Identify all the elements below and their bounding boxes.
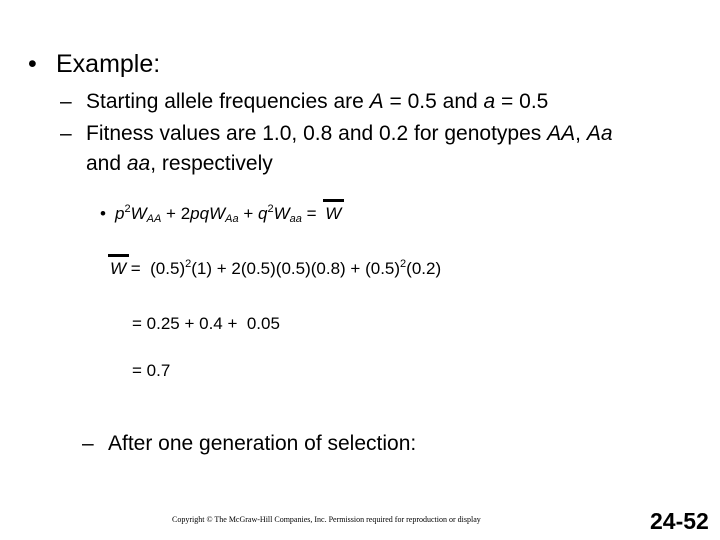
eq1-pq: pq bbox=[190, 204, 210, 223]
calculation-result: = 0.7 bbox=[132, 361, 171, 380]
calculation-step-sum: = 0.25 + 0.4 + 0.05 bbox=[132, 314, 280, 333]
sub-bullet-fitness-values bbox=[60, 122, 613, 146]
sub2-text: Fitness values are 1.0, 0.8 and 0.2 for genotypes bbox=[86, 122, 548, 145]
eq1-sq: 2 bbox=[124, 203, 131, 215]
mean-fitness-calculation bbox=[110, 259, 441, 279]
allele-a: a bbox=[483, 90, 496, 113]
sub3-text: After one generation of selection: bbox=[108, 432, 417, 455]
sub2-line2-suffix: , respectively bbox=[150, 152, 273, 175]
dash-glyph: – bbox=[60, 122, 72, 145]
sub-bullet-allele-frequencies bbox=[60, 90, 548, 114]
slide-number: 24-52 bbox=[650, 508, 709, 534]
eq1-sub-AA: AA bbox=[146, 213, 162, 225]
main-bullet-text: Example: bbox=[56, 50, 161, 78]
main-bullet bbox=[28, 50, 160, 79]
mean-fitness-formula bbox=[100, 204, 341, 224]
dash-glyph: – bbox=[60, 90, 72, 113]
eq1-equals: = bbox=[301, 204, 322, 223]
eq1-sub-Aa: Aa bbox=[225, 213, 239, 225]
genotype-AA: AA bbox=[547, 122, 576, 145]
sub2-line2-prefix: and bbox=[86, 152, 127, 175]
eq2-t1: = (0.5) bbox=[126, 259, 186, 278]
eq2-wbar: W bbox=[110, 259, 127, 278]
sub1-text: Starting allele frequencies are bbox=[86, 90, 370, 113]
eq2-t2: (1) + 2(0.5)(0.5)(0.8) + (0.5) bbox=[191, 259, 401, 278]
eq2-sq1: 2 bbox=[185, 258, 192, 270]
sub-bullet-fitness-values-line2 bbox=[86, 152, 273, 176]
genotype-aa: aa bbox=[126, 152, 151, 175]
eq1-p: p bbox=[115, 204, 125, 223]
sub-bullet-after-selection bbox=[82, 432, 416, 456]
eq2-sq2: 2 bbox=[400, 258, 407, 270]
genotype-Aa: Aa bbox=[586, 122, 613, 145]
sub2-comma: , bbox=[575, 122, 587, 145]
sub1-mid1: = 0.5 and bbox=[383, 90, 484, 113]
eq1-plus2: + bbox=[238, 204, 258, 223]
eq1-q: q bbox=[257, 204, 268, 223]
eq2-t3: (0.2) bbox=[406, 259, 442, 278]
bullet-glyph: • bbox=[28, 50, 37, 78]
eq1-plus1: + 2 bbox=[161, 204, 191, 223]
eq1-w3: W bbox=[273, 204, 290, 223]
dash-glyph: – bbox=[82, 432, 94, 455]
copyright-notice: Copyright © The McGraw-Hill Companies, Inc. Permission required for reproduction or display bbox=[172, 515, 481, 524]
eq1-wbar: W bbox=[325, 204, 342, 223]
eq1-w1: W bbox=[130, 204, 147, 223]
eq1-sq2: 2 bbox=[267, 203, 274, 215]
allele-A: A bbox=[369, 90, 384, 113]
eq1-sub-aa: aa bbox=[289, 213, 302, 225]
bullet-glyph-small: • bbox=[100, 204, 106, 223]
eq1-w2: W bbox=[209, 204, 226, 223]
sub1-mid2: = 0.5 bbox=[495, 90, 549, 113]
